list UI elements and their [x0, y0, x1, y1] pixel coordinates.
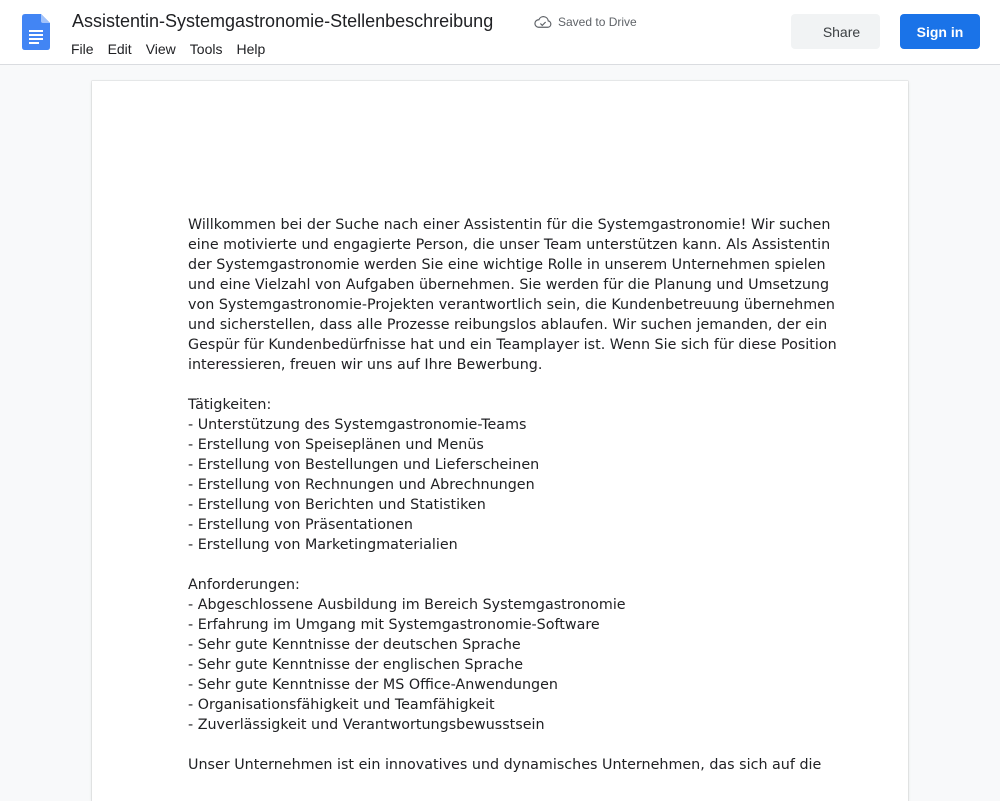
- menu-edit[interactable]: Edit: [107, 41, 132, 57]
- document-page[interactable]: [92, 81, 908, 801]
- save-status[interactable]: [534, 14, 637, 30]
- requirement-item: - Sehr gute Kenntnisse der deutschen Sprache: [188, 637, 521, 653]
- intro-line: interessieren, freuen wir uns auf Ihre Bewerbung.: [188, 357, 543, 373]
- menu-help[interactable]: Help: [236, 41, 266, 57]
- intro-line: und eine Vielzahl von Aufgaben übernehmen. Sie werden für die Planung und Umsetzung: [188, 277, 830, 293]
- task-item: - Erstellung von Rechnungen und Abrechnungen: [188, 477, 535, 493]
- cloud-done-icon: [534, 15, 552, 29]
- requirements-heading: Anforderungen:: [188, 577, 300, 593]
- tasks-heading: Tätigkeiten:: [188, 397, 272, 413]
- intro-line: der Systemgastronomie werden Sie eine wichtige Rolle in unserem Unternehmen spielen: [188, 257, 826, 273]
- requirement-item: - Abgeschlossene Ausbildung im Bereich Systemgastronomie: [188, 597, 626, 613]
- task-item: - Erstellung von Berichten und Statistiken: [188, 497, 486, 513]
- save-status-label: Saved to Drive: [558, 15, 637, 29]
- intro-line: eine motivierte und engagierte Person, die unser Team unterstützen kann. Als Assistentin: [188, 237, 831, 253]
- intro-line: und sicherstellen, dass alle Prozesse reibungslos ablaufen. Wir suchen jemanden, der ein: [188, 317, 828, 333]
- menu-tools[interactable]: Tools: [189, 41, 223, 57]
- closing-line: Unser Unternehmen ist ein innovatives und dynamisches Unternehmen, das sich auf die: [188, 757, 822, 773]
- requirement-item: - Sehr gute Kenntnisse der MS Office-Anwendungen: [188, 677, 558, 693]
- document-body: [188, 215, 837, 775]
- requirement-item: - Organisationsfähigkeit und Teamfähigkeit: [188, 697, 495, 713]
- task-item: - Erstellung von Speiseplänen und Menüs: [188, 437, 484, 453]
- requirement-item: - Sehr gute Kenntnisse der englischen Sprache: [188, 657, 524, 673]
- requirement-item: - Zuverlässigkeit und Verantwortungsbewusstsein: [188, 717, 545, 733]
- intro-line: Gespür für Kundenbedürfnisse hat und ein Teamplayer ist. Wenn Sie sich für diese Position: [188, 337, 837, 353]
- menu-file[interactable]: File: [71, 41, 94, 57]
- task-item: - Erstellung von Präsentationen: [188, 517, 413, 533]
- top-bar: [0, 0, 1000, 65]
- requirement-item: - Erfahrung im Umgang mit Systemgastronomie-Software: [188, 617, 600, 633]
- intro-line: Willkommen bei der Suche nach einer Assistentin für die Systemgastronomie! Wir suchen: [188, 217, 831, 233]
- google-docs-icon[interactable]: [22, 14, 50, 50]
- intro-line: von Systemgastronomie-Projekten verantwortlich sein, die Kundenbetreuung übernehmen: [188, 297, 835, 313]
- task-item: - Unterstützung des Systemgastronomie-Teams: [188, 417, 527, 433]
- sign-in-button[interactable]: Sign in: [900, 14, 980, 49]
- document-title[interactable]: Assistentin-Systemgastronomie-Stellenbeschreibung: [72, 11, 494, 31]
- task-item: - Erstellung von Bestellungen und Lieferscheinen: [188, 457, 540, 473]
- share-button[interactable]: Share: [791, 14, 880, 49]
- menu-bar: [64, 39, 272, 59]
- menu-view[interactable]: View: [145, 41, 176, 57]
- task-item: - Erstellung von Marketingmaterialien: [188, 537, 458, 553]
